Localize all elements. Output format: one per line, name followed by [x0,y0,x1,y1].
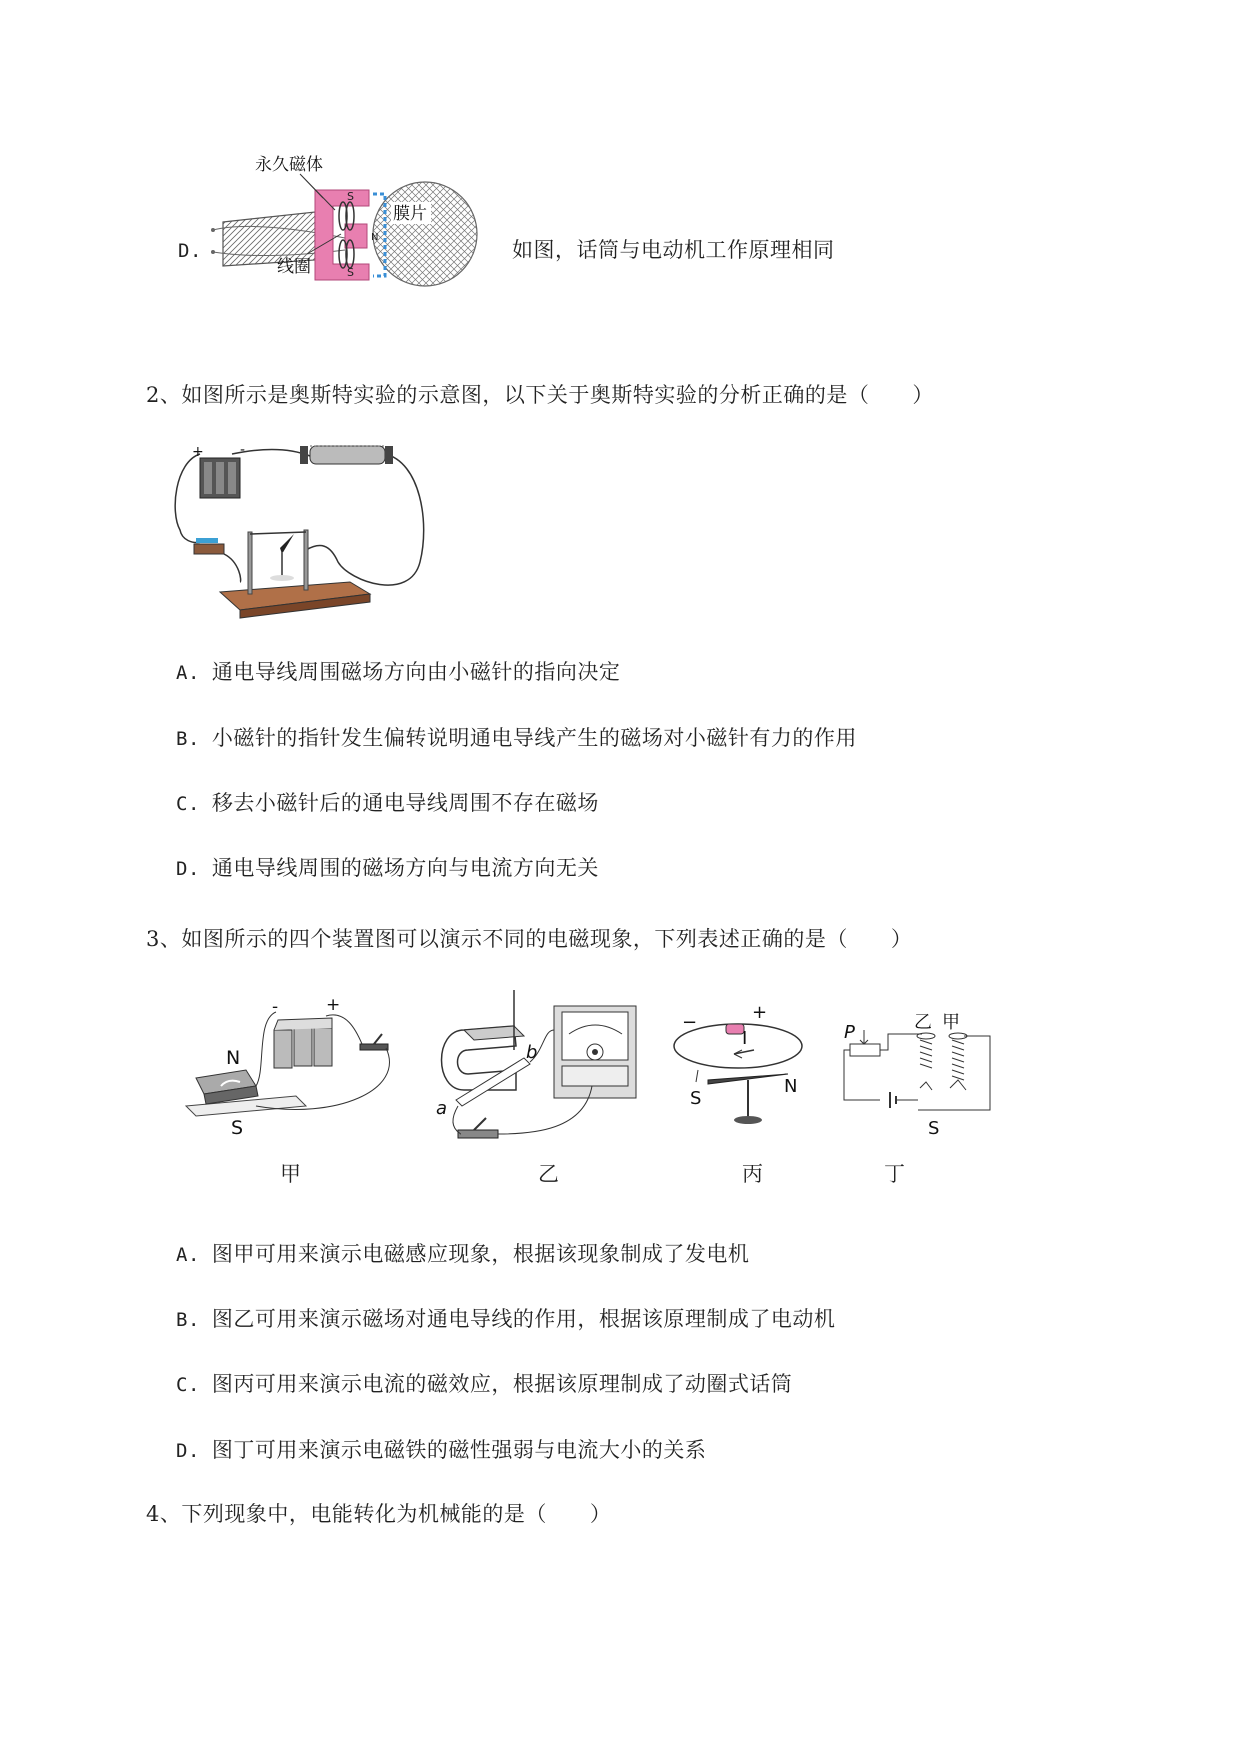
figure-jia-caption: 甲 [280,1162,302,1186]
figure-yi [424,990,664,1150]
q2-option-a[interactable] [176,658,620,687]
magnet-s-bottom-label: S [347,266,354,279]
q3-option-d[interactable] [176,1436,706,1465]
magnet-n-label: N [371,232,379,243]
ding-yi-label: 乙 [914,1012,932,1033]
magnet-label: 永久磁体 [255,155,323,175]
option-text: 图丙可用来演示电流的磁效应，根据该原理制成了动圈式话筒 [211,1372,793,1396]
option-label: A. [176,662,200,684]
option-text: 图丁可用来演示电磁铁的磁性强弱与电流大小的关系 [211,1438,707,1462]
bing-s-label: S [690,1088,702,1109]
option-text: 移去小磁针后的通电导线周围不存在磁场 [211,791,599,815]
ding-p-label: P [844,1022,855,1043]
figure-bing [668,1000,818,1150]
option-label: B. [176,728,200,750]
bing-minus-label: − [682,1012,698,1033]
option-label: A. [176,1244,200,1266]
battery-plus-label: + [192,444,204,460]
figure-bing-caption: 丙 [742,1162,764,1186]
jia-minus-label: - [272,997,279,1017]
option-label: C. [176,793,200,815]
jia-n-label: N [226,1047,241,1069]
figure-jia [176,990,406,1150]
q2-option-b[interactable] [176,724,857,753]
bing-n-label: N [784,1076,798,1097]
option-label: D. [178,240,202,262]
jia-s-label: S [231,1117,244,1139]
option-label: C. [176,1374,200,1396]
figure-ding-caption: 丁 [884,1162,906,1186]
figure-yi-caption: 乙 [538,1162,560,1186]
q3-option-b[interactable] [176,1305,835,1334]
ding-jia-label: 甲 [942,1012,960,1033]
q3-option-a[interactable] [176,1240,749,1269]
q1-option-d-text: 如图，话筒与电动机工作原理相同 [512,238,835,262]
bing-plus-label: + [752,1002,768,1023]
microphone-figure [195,150,515,310]
option-text: 通电导线周围的磁场方向与电流方向无关 [211,856,599,880]
option-text: 小磁针的指针发生偏转说明通电导线产生的磁场对小磁针有力的作用 [211,726,857,750]
q3-option-c[interactable] [176,1370,792,1399]
jia-plus-label: + [326,995,341,1015]
q2-stem: 2、如图所示是奥斯特实验的示意图，以下关于奥斯特实验的分析正确的是（ ） [146,383,934,407]
figure-ding [830,1000,1010,1150]
option-label: D. [176,1440,200,1462]
yi-a-label: a [436,1098,448,1119]
oersted-figure [170,432,430,632]
magnet-s-top-label: S [347,190,354,203]
q3-stem: 3、如图所示的四个装置图可以演示不同的电磁现象，下列表述正确的是（ ） [146,927,913,951]
battery-minus-label: - [240,442,246,458]
yi-b-label: b [526,1042,538,1063]
q2-option-c[interactable] [176,789,599,818]
option-text: 图甲可用来演示电磁感应现象，根据该现象制成了发电机 [211,1242,750,1266]
q4-stem: 4、下列现象中，电能转化为机械能的是（ ） [146,1502,612,1526]
q2-option-d[interactable] [176,854,599,883]
option-label: B. [176,1309,200,1331]
option-text: 图乙可用来演示磁场对通电导线的作用，根据该原理制成了电动机 [211,1307,836,1331]
ding-s-label: S [928,1118,940,1139]
option-label: D. [176,858,200,880]
option-text: 通电导线周围磁场方向由小磁针的指向决定 [211,660,621,684]
bing-i-label: I [742,1028,748,1049]
film-label: 膜片 [393,204,427,224]
coil-label: 线圈 [277,257,311,277]
